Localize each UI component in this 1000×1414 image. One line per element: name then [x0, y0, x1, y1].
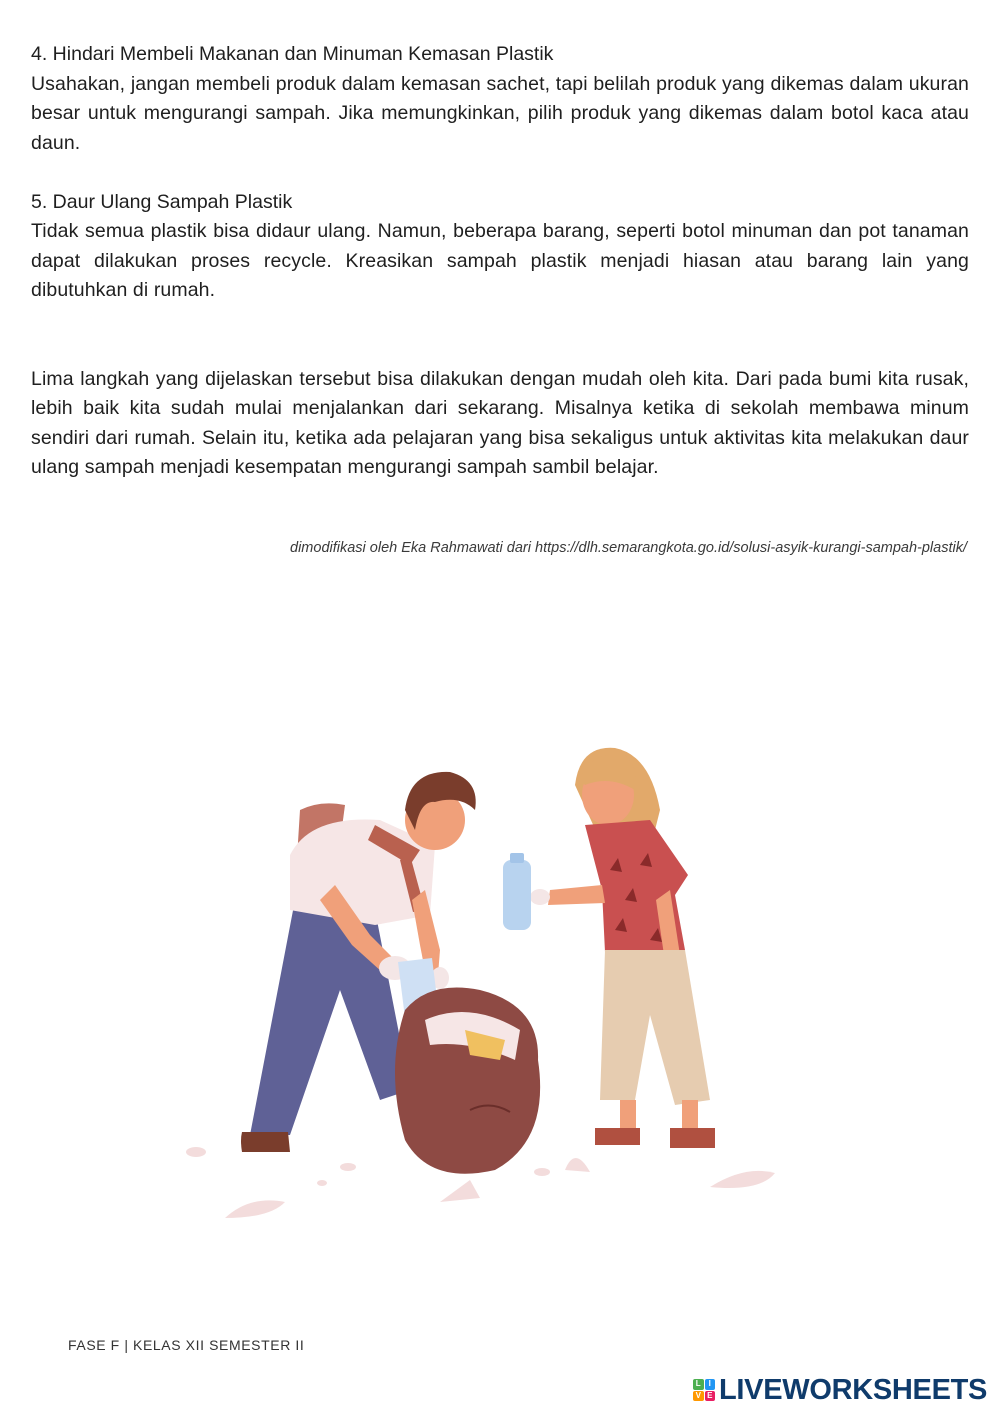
liveworksheets-logo-icon: [693, 1379, 715, 1401]
brand-name: LIVEWORKSHEETS: [719, 1373, 988, 1406]
section-5-text: Tidak semua plastik bisa didaur ulang. Namun, beberapa barang, seperti botol minuman dan pot tanaman dapat dilakukan proses recycle. Kreasikan sampah plastik menjadi hiasan atau barang lain yang dibutuhkan di rumah.: [31, 220, 969, 301]
source-citation: dimodifikasi oleh Eka Rahmawati dari https://dlh.semarangkota.go.id/solusi-asyik-kurangi-sampah-plastik/: [290, 540, 967, 556]
logo-letter-l: L: [693, 1379, 704, 1390]
section-5-heading: 5. Daur Ulang Sampah Plastik: [31, 190, 293, 213]
liveworksheets-brand[interactable]: [693, 1374, 990, 1406]
article-body: [31, 40, 969, 483]
logo-letter-e: E: [705, 1391, 716, 1402]
section-4-text: Usahakan, jangan membeli produk dalam kemasan sachet, tapi belilah produk yang dikemas dalam ukuran besar untuk mengurangi sampah. Jika memungkinkan, pilih produk yang dikemas dalam botol kaca atau daun.: [31, 72, 969, 154]
footer-label: FASE F | KELAS XII SEMESTER II: [68, 1337, 305, 1353]
conclusion-paragraph: Lima langkah yang dijelaskan tersebut bisa dilakukan dengan mudah oleh kita. Dari pada bumi kita rusak, lebih baik kita sudah mulai menjalankan dari sekarang. Misalnya ketika di sekolah membawa minum sendiri dari rumah. Selain itu, ketika ada pelajaran yang bisa sekaligus untuk aktivitas kita melakukan daur ulang sampah menjadi kesempatan mengurangi sampah sambil belajar.: [31, 367, 969, 478]
logo-letter-v: V: [693, 1391, 704, 1402]
section-4-heading: 4. Hindari Membeli Makanan dan Minuman Kemasan Plastik: [31, 43, 554, 65]
children-collecting-plastic-waste-illustration: [170, 740, 810, 1240]
logo-letter-i: I: [705, 1379, 716, 1390]
